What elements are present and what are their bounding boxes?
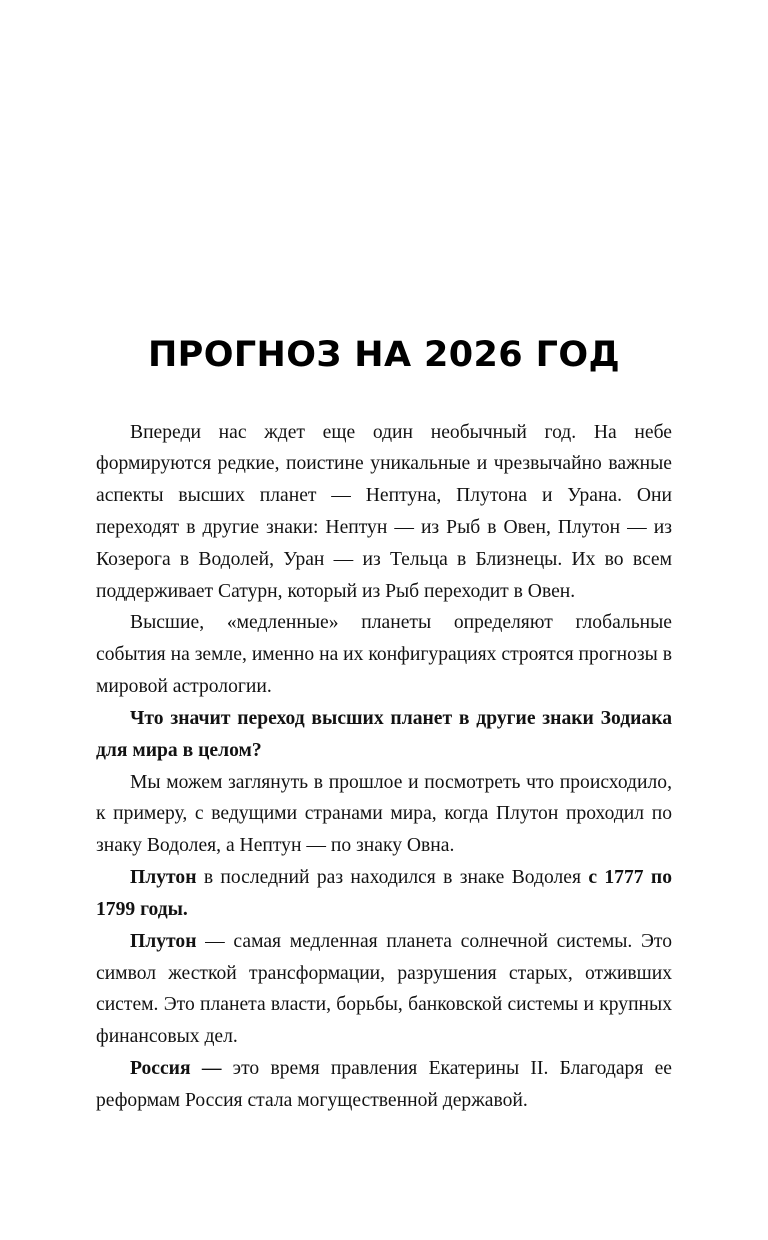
- paragraph-7-text: это время правления Екатерины II. Благодаря ее реформам Россия стала могущественной державой.: [96, 1058, 672, 1111]
- paragraph-2-text: Высшие, «медленные» планеты определяют глобальные события на земле, именно на их конфигурациях строятся прогнозы в мировой астрологии.: [96, 612, 672, 698]
- page-title: ПРОГНОЗ НА 2026 ГОД: [147, 335, 621, 375]
- paragraph-1: [96, 417, 672, 608]
- paragraph-5-date: с 1777 по 1799 годы.: [96, 867, 672, 920]
- paragraph-3-question-heading: [96, 703, 672, 767]
- paragraph-1-text: Впереди нас ждет еще один необычный год. На небе формируются редкие, поистине уникальные и чрезвычайно важные аспекты высших планет — Нептуна, Плутона и Урана. Они переходят в другие знаки: Нептун — из Рыб в Овен, Плутон — из Козерога в Водолей, Уран — из Тельца в Близнецы. Их во всем поддерживает Сатурн, который из Рыб переходит в Овен.: [96, 421, 672, 602]
- question-heading-text: Что значит переход высших планет в другие знаки Зодиака для мира в целом?: [96, 707, 672, 761]
- paragraph-5-text: в последний раз находился в знаке Водолея: [196, 867, 589, 889]
- paragraph-4: [96, 767, 672, 862]
- paragraph-2: [96, 607, 672, 702]
- paragraph-6: [96, 926, 672, 1053]
- paragraph-7: [96, 1053, 672, 1117]
- paragraph-6-text: — самая медленная планета солнечной системы. Это символ жесткой трансформации, разрушения старых, отживших систем. Это планета власти, борьбы, банковской системы и крупных финансовых дел.: [96, 930, 672, 1048]
- body-text-block: [96, 417, 672, 1117]
- paragraph-4-text: Мы можем заглянуть в прошлое и посмотреть что происходило, к примеру, с ведущими странами мира, когда Плутон проходил по знаку Водолея, а Нептун — по знаку Овна.: [96, 771, 672, 857]
- paragraph-7-lead: Россия —: [130, 1058, 222, 1080]
- paragraph-6-lead: Плутон: [130, 930, 197, 952]
- paragraph-5-lead: Плутон: [130, 867, 197, 889]
- paragraph-5: [96, 862, 672, 926]
